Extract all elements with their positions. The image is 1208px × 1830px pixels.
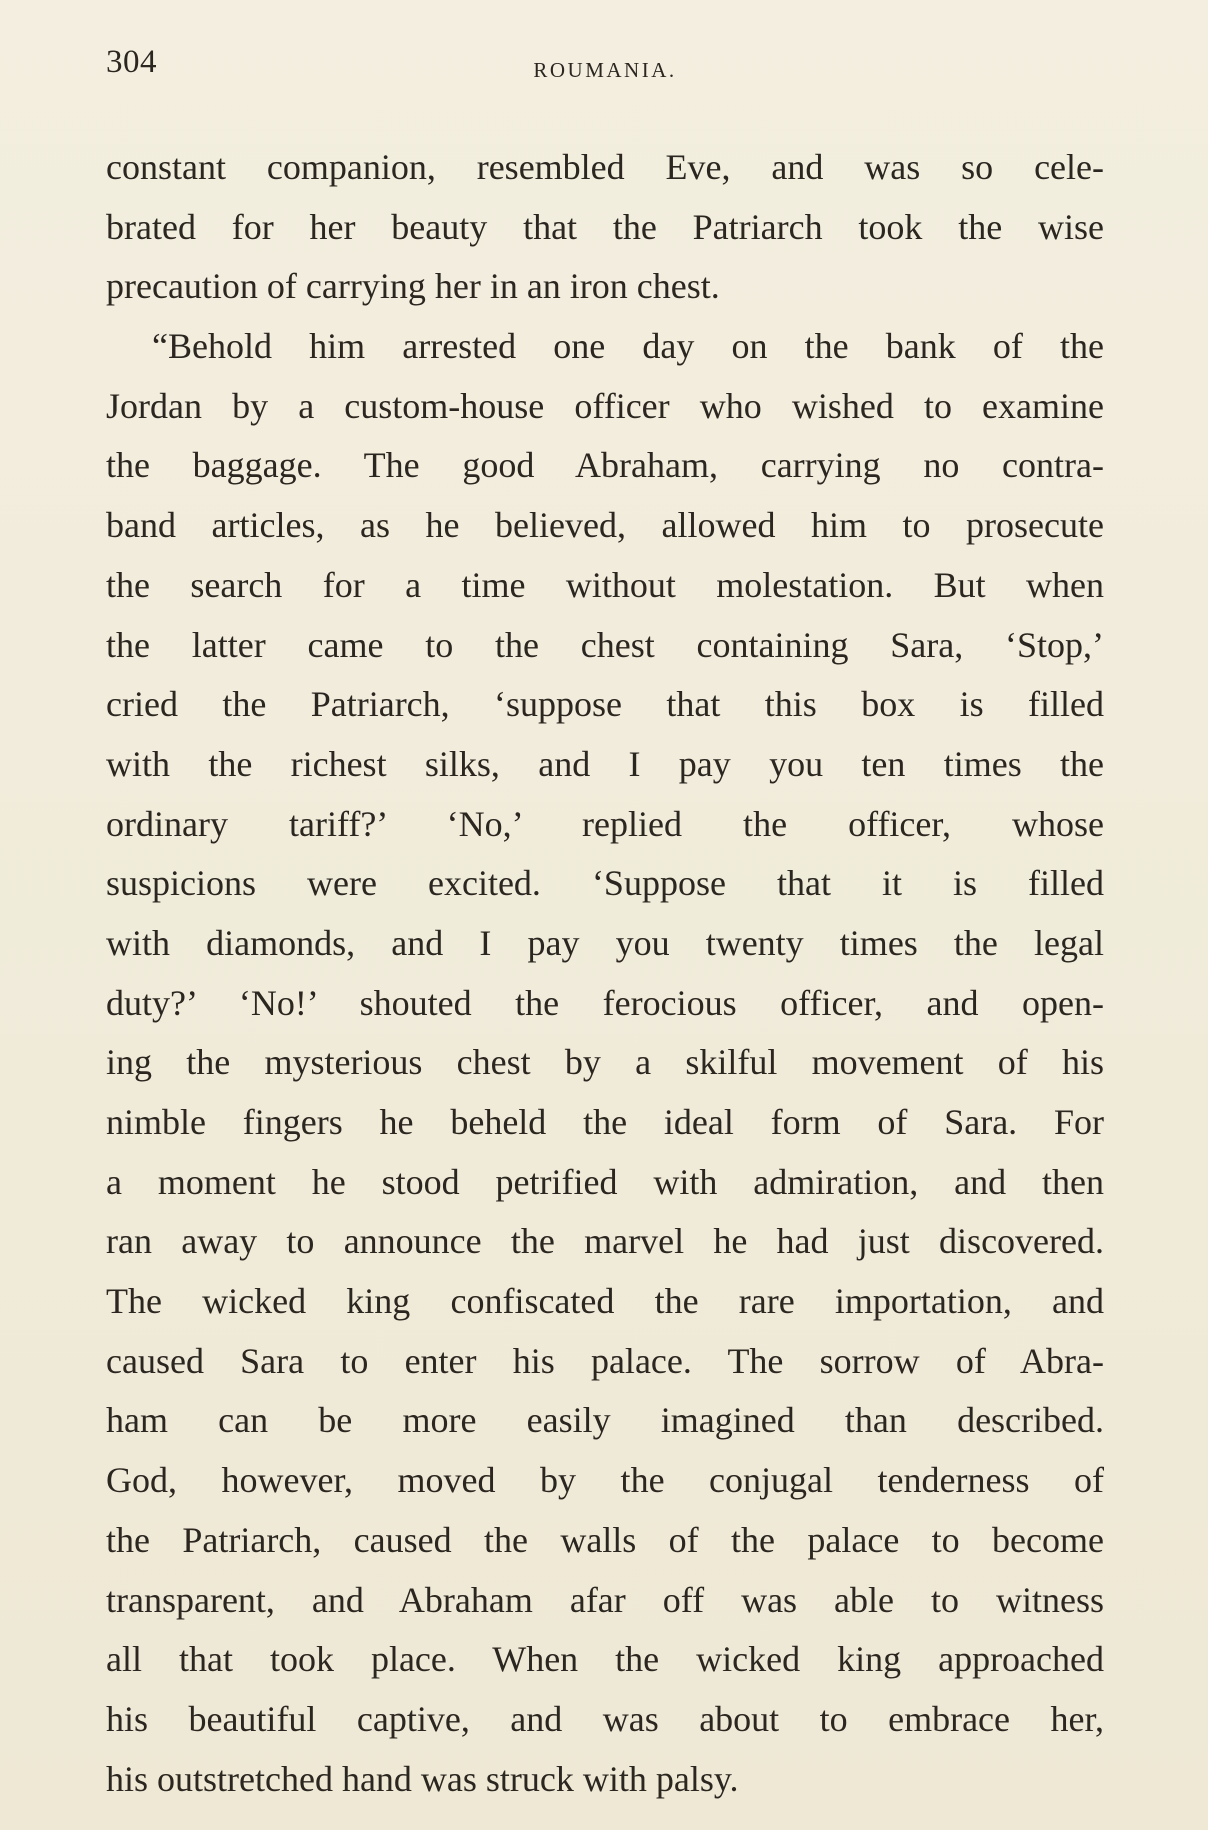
text-line: with diamonds, and I pay you twenty times the legal: [106, 922, 1104, 963]
text-line: precaution of carrying her in an iron chest.: [106, 266, 720, 307]
body-text: [106, 138, 1104, 1809]
text-line: duty?’ ‘No!’ shouted the ferocious officer, and open-: [106, 982, 1104, 1023]
text-line: Jordan by a custom-house officer who wished to examine: [106, 385, 1104, 426]
text-line: caused Sara to enter his palace. The sorrow of Abra-: [106, 1340, 1104, 1381]
text-line: brated for her beauty that the Patriarch took the wise: [106, 206, 1104, 247]
text-line: transparent, and Abraham afar off was able to witness: [106, 1579, 1104, 1620]
text-line: all that took place. When the wicked king approached: [106, 1639, 1104, 1680]
text-line: constant companion, resembled Eve, and was so cele-: [106, 147, 1104, 187]
text-line: God, however, moved by the conjugal tenderness of: [106, 1460, 1104, 1501]
text-line: ing the mysterious chest by a skilful movement of his: [106, 1042, 1104, 1083]
page-header: [106, 44, 1104, 94]
text-line: the baggage. The good Abraham, carrying no contra-: [106, 445, 1104, 486]
text-line: his outstretched hand was struck with palsy.: [106, 1758, 739, 1799]
text-line: the search for a time without molestation. But when: [106, 564, 1104, 605]
text-line: The wicked king confiscated the rare importation, and: [106, 1281, 1104, 1322]
text-line: with the richest silks, and I pay you ten times the: [106, 743, 1104, 784]
text-line: suspicions were excited. ‘Suppose that it is filled: [106, 863, 1104, 904]
text-line: the latter came to the chest containing Sara, ‘Stop,’: [106, 624, 1104, 665]
text-line: ran away to announce the marvel he had just discovered.: [106, 1221, 1104, 1262]
text-line: “Behold him arrested one day on the bank of the: [152, 326, 1104, 367]
text-line: ordinary tariff?’ ‘No,’ replied the officer, whose: [106, 803, 1104, 844]
text-line: nimble fingers he beheld the ideal form of Sara. For: [106, 1102, 1104, 1142]
text-line: his beautiful captive, and was about to embrace her,: [106, 1698, 1104, 1739]
text-line: the Patriarch, caused the walls of the palace to become: [106, 1519, 1104, 1560]
running-head: ROUMANIA.: [533, 58, 677, 82]
page-number: 304: [106, 44, 157, 80]
text-line: a moment he stood petrified with admiration, and then: [106, 1161, 1104, 1202]
text-line: ham can be more easily imagined than described.: [106, 1400, 1104, 1441]
text-line: cried the Patriarch, ‘suppose that this box is filled: [106, 684, 1104, 725]
text-line: band articles, as he believed, allowed him to prosecute: [106, 505, 1104, 546]
